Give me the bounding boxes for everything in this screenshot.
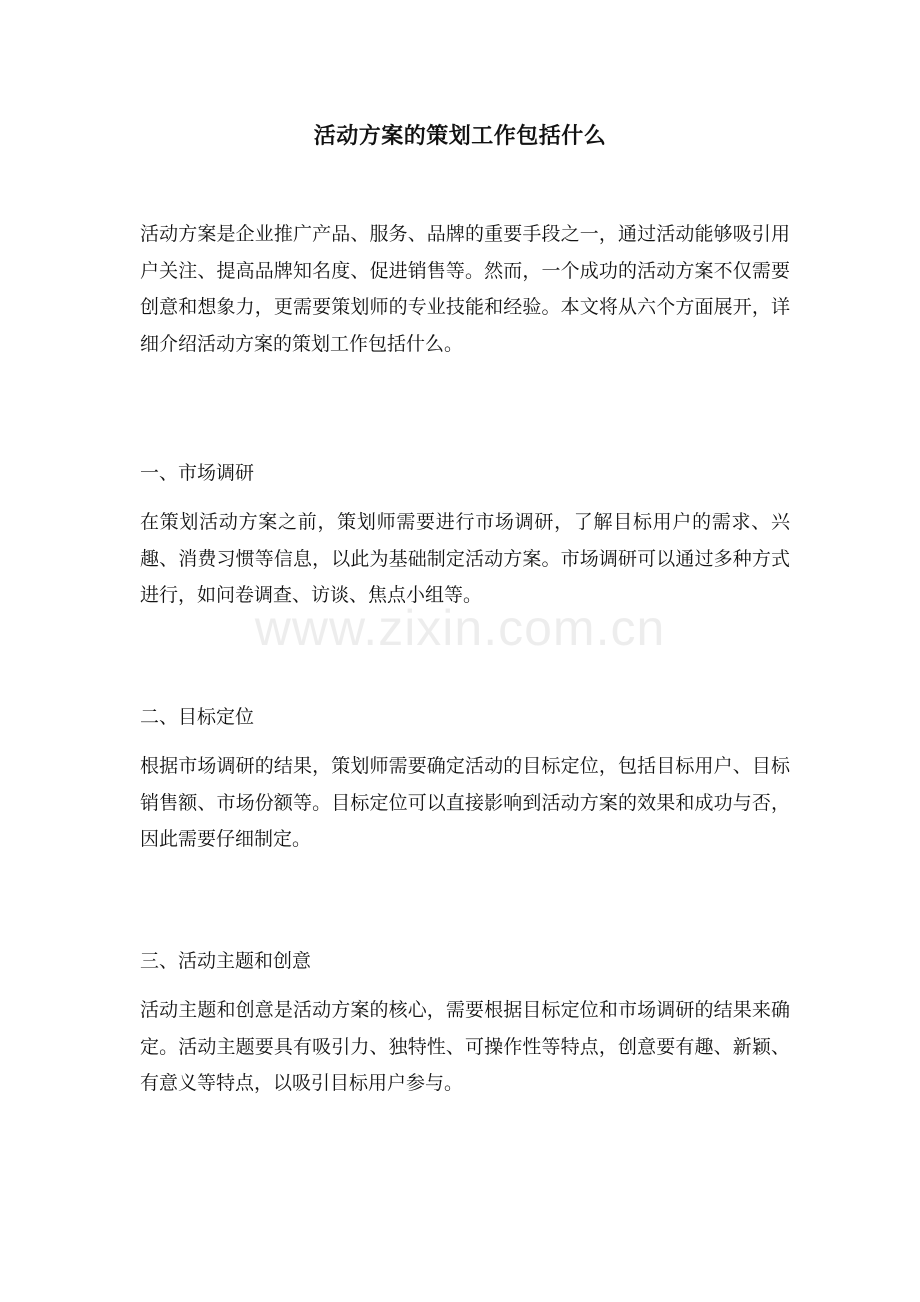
site-watermark: www.zixin.com.cn bbox=[254, 600, 666, 656]
section-body-target-positioning: 根据市场调研的结果，策划师需要确定活动的目标定位，包括目标用户、目标销售额、市场份额等。目标定位可以直接影响到活动方案的效果和成功与否，因此需要仔细制定。 bbox=[140, 755, 790, 850]
document-title: 活动方案的策划工作包括什么 bbox=[313, 123, 607, 149]
section-heading-theme-and-creativity: 三、活动主题和创意 bbox=[140, 950, 312, 972]
section-body-theme-and-creativity: 活动主题和创意是活动方案的核心，需要根据目标定位和市场调研的结果来确定。活动主题要具有吸引力、独特性、可操作性等特点，创意要有趣、新颖、有意义等特点，以吸引目标用户参与。 bbox=[140, 999, 790, 1094]
intro-paragraph: 活动方案是企业推广产品、服务、品牌的重要手段之一，通过活动能够吸引用户关注、提高品牌知名度、促进销售等。然而，一个成功的活动方案不仅需要创意和想象力，更需要策划师的专业技能和经验。本文将从六个方面展开，详细介绍活动方案的策划工作包括什么。 bbox=[140, 223, 790, 355]
section-heading-target-positioning: 二、目标定位 bbox=[140, 706, 255, 728]
section-heading-market-research: 一、市场调研 bbox=[140, 462, 255, 484]
section-body-market-research: 在策划活动方案之前，策划师需要进行市场调研，了解目标用户的需求、兴趣、消费习惯等信息，以此为基础制定活动方案。市场调研可以通过多种方式进行，如问卷调查、访谈、焦点小组等。 bbox=[140, 511, 790, 606]
